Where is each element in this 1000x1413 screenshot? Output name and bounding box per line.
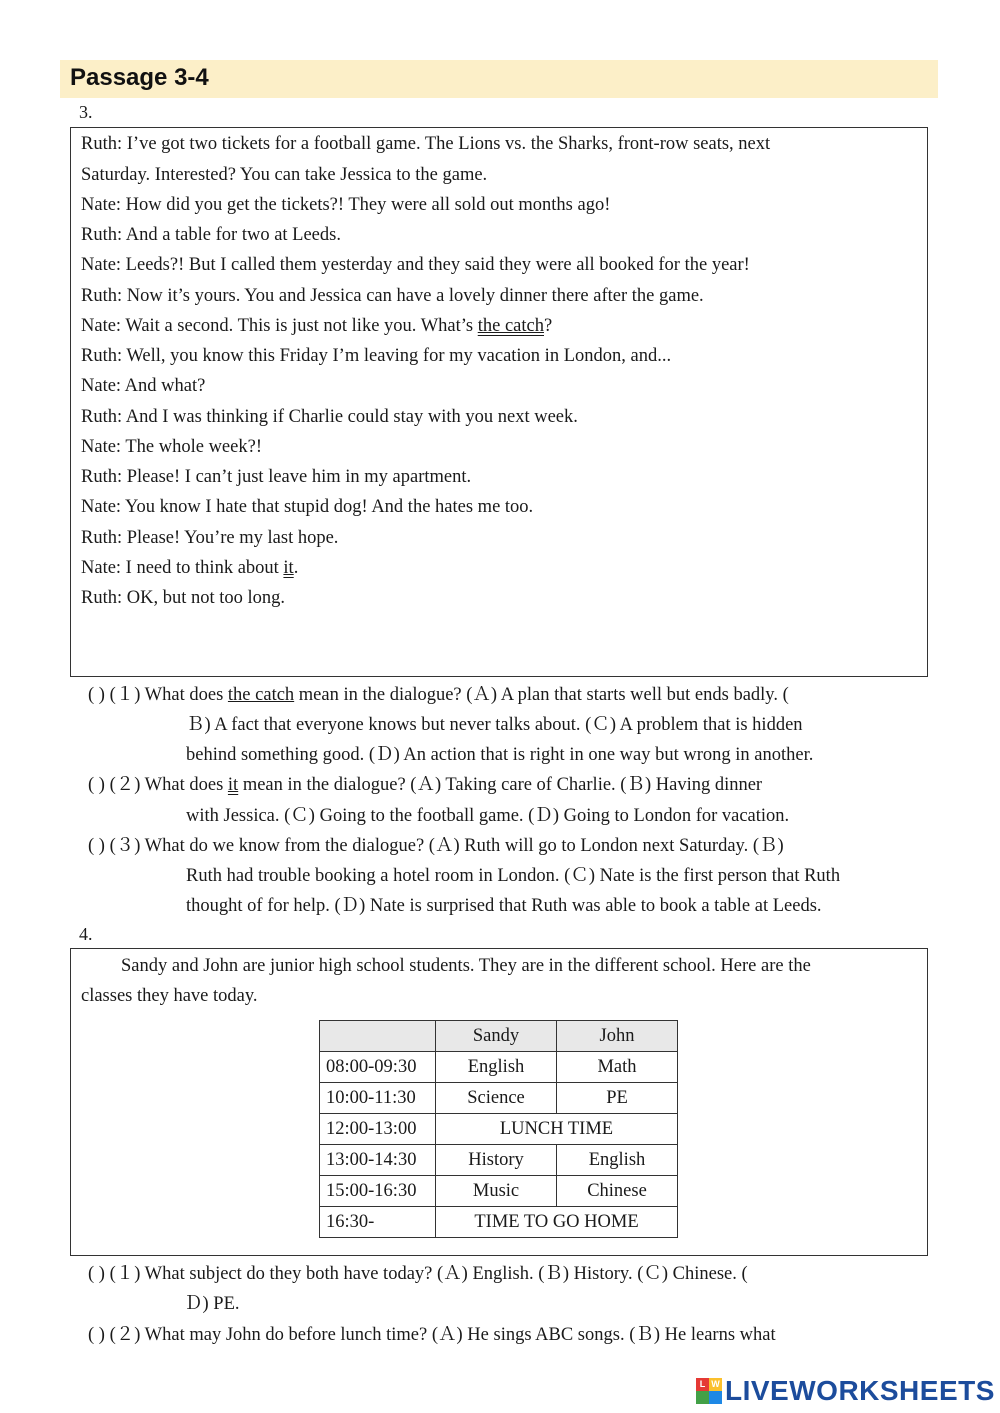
dialogue-line: Ruth: Now it’s yours. You and Jessica can have a lovely dinner there after the game. [81, 286, 704, 306]
it-term: it [283, 558, 294, 578]
dialogue-line: Ruth: Please! You’re my last hope. [81, 528, 339, 548]
question-2[interactable]: ( ) (２) What may John do before lunch time? (Ａ) He sings ABC songs. (Ｂ) He learns what [88, 1325, 776, 1345]
passage-3-number: 3. [79, 102, 93, 122]
dialogue-line: Ruth: Please! I can’t just leave him in my apartment. [81, 467, 472, 487]
dialogue-line [81, 558, 298, 579]
dialogue-line: Ruth: I’ve got two tickets for a football game. The Lions vs. the Sharks, front-row seats, next [81, 134, 771, 154]
table-cell: TIME TO GO HOME [436, 1207, 678, 1238]
table-header-cell [320, 1021, 436, 1052]
period: . [293, 558, 299, 578]
page-title: Passage 3-4 [70, 64, 209, 91]
table-cell: English [557, 1145, 678, 1176]
table-cell: 15:00-16:30 [320, 1176, 436, 1207]
dialogue-line [81, 316, 552, 337]
dialogue-line: Saturday. Interested? You can take Jessica to the game. [81, 165, 488, 185]
question-text: mean in the dialogue? (Ａ) Taking care of Charlie. (Ｂ) Having dinner [238, 775, 763, 795]
table-cell: 10:00-11:30 [320, 1083, 436, 1114]
table-header-cell: John [557, 1021, 678, 1052]
table-cell: English [436, 1052, 557, 1083]
question-1-options: behind something good. (Ｄ) An action that is right in one way but wrong in another. [186, 745, 814, 765]
question-3-options: thought of for help. (Ｄ) Nate is surprised that Ruth was able to book a table at Leeds. [186, 896, 822, 916]
logo-square: L [696, 1378, 709, 1391]
table-cell: PE [557, 1083, 678, 1114]
liveworksheets-logo [696, 1376, 995, 1406]
question-text: ( ) (１) What does [88, 685, 228, 705]
table-header-cell: Sandy [436, 1021, 557, 1052]
question-2-options: with Jessica. (Ｃ) Going to the football game. (Ｄ) Going to London for vacation. [186, 806, 790, 826]
passage-4-number: 4. [79, 924, 93, 944]
dialogue-line: Ruth: OK, but not too long. [81, 588, 286, 608]
dialogue-text: Nate: I need to think about [81, 558, 284, 578]
dialogue-line: Nate: And what? [81, 376, 206, 396]
logo-text: LIVEWORKSHEETS [725, 1375, 995, 1406]
question-2[interactable] [88, 770, 762, 796]
passage-4-intro: Sandy and John are junior high school students. They are in the different school. Here are the [121, 956, 811, 976]
table-row [320, 1052, 678, 1083]
table-header-row [320, 1021, 678, 1052]
question-1[interactable]: ( ) (１) What subject do they both have today? (Ａ) English. (Ｂ) History. (Ｃ) Chinese. ( [88, 1264, 748, 1284]
question-3-options: Ruth had trouble booking a hotel room in London. (Ｃ) Nate is the first person that Ruth [186, 866, 841, 886]
dialogue-line: Nate: The whole week?! [81, 437, 262, 457]
dialogue-line: Nate: Leeds?! But I called them yesterday and they said they were all booked for the year! [81, 255, 750, 275]
question-text: ( ) (２) What does [88, 775, 228, 795]
table-cell: 16:30- [320, 1207, 436, 1238]
logo-square [709, 1391, 722, 1404]
the-catch-term: the catch [477, 316, 544, 336]
dialogue-line: Nate: How did you get the tickets?! They were all sold out months ago! [81, 195, 611, 215]
table-cell: LUNCH TIME [436, 1114, 678, 1145]
table-row [320, 1083, 678, 1114]
table-row [320, 1176, 678, 1207]
question-3[interactable]: ( ) (３) What do we know from the dialogue? (Ａ) Ruth will go to London next Saturday. (Ｂ) [88, 836, 784, 856]
question-mark: ? [543, 316, 553, 336]
table-row [320, 1114, 678, 1145]
dialogue-line: Nate: You know I hate that stupid dog! And the hates me too. [81, 497, 534, 517]
table-cell: Music [436, 1176, 557, 1207]
logo-square: W [709, 1378, 722, 1391]
table-cell: 08:00-09:30 [320, 1052, 436, 1083]
table-cell: 13:00-14:30 [320, 1145, 436, 1176]
underlined-term: it [227, 775, 239, 795]
table-row [320, 1207, 678, 1238]
underlined-term: the catch [227, 685, 295, 705]
logo-square [696, 1391, 709, 1404]
table-row [320, 1145, 678, 1176]
logo-icon [696, 1378, 722, 1404]
table-cell: 12:00-13:00 [320, 1114, 436, 1145]
table-cell: Chinese [557, 1176, 678, 1207]
dialogue-line: Ruth: Well, you know this Friday I’m leaving for my vacation in London, and... [81, 346, 672, 366]
question-1-options: Ｂ) A fact that everyone knows but never talks about. (Ｃ) A problem that is hidden [186, 715, 803, 735]
schedule-table [319, 1020, 678, 1238]
table-cell: Math [557, 1052, 678, 1083]
dialogue-line: Ruth: And a table for two at Leeds. [81, 225, 341, 245]
passage-4-intro: classes they have today. [81, 986, 258, 1006]
question-1-options: Ｄ) PE. [184, 1294, 240, 1314]
question-1[interactable] [88, 680, 789, 706]
dialogue-text: Nate: Wait a second. This is just not like you. What’s [81, 316, 478, 336]
table-cell: Science [436, 1083, 557, 1114]
question-text: mean in the dialogue? (Ａ) A plan that starts well but ends badly. ( [294, 685, 789, 705]
table-cell: History [436, 1145, 557, 1176]
dialogue-line: Ruth: And I was thinking if Charlie could stay with you next week. [81, 407, 578, 427]
